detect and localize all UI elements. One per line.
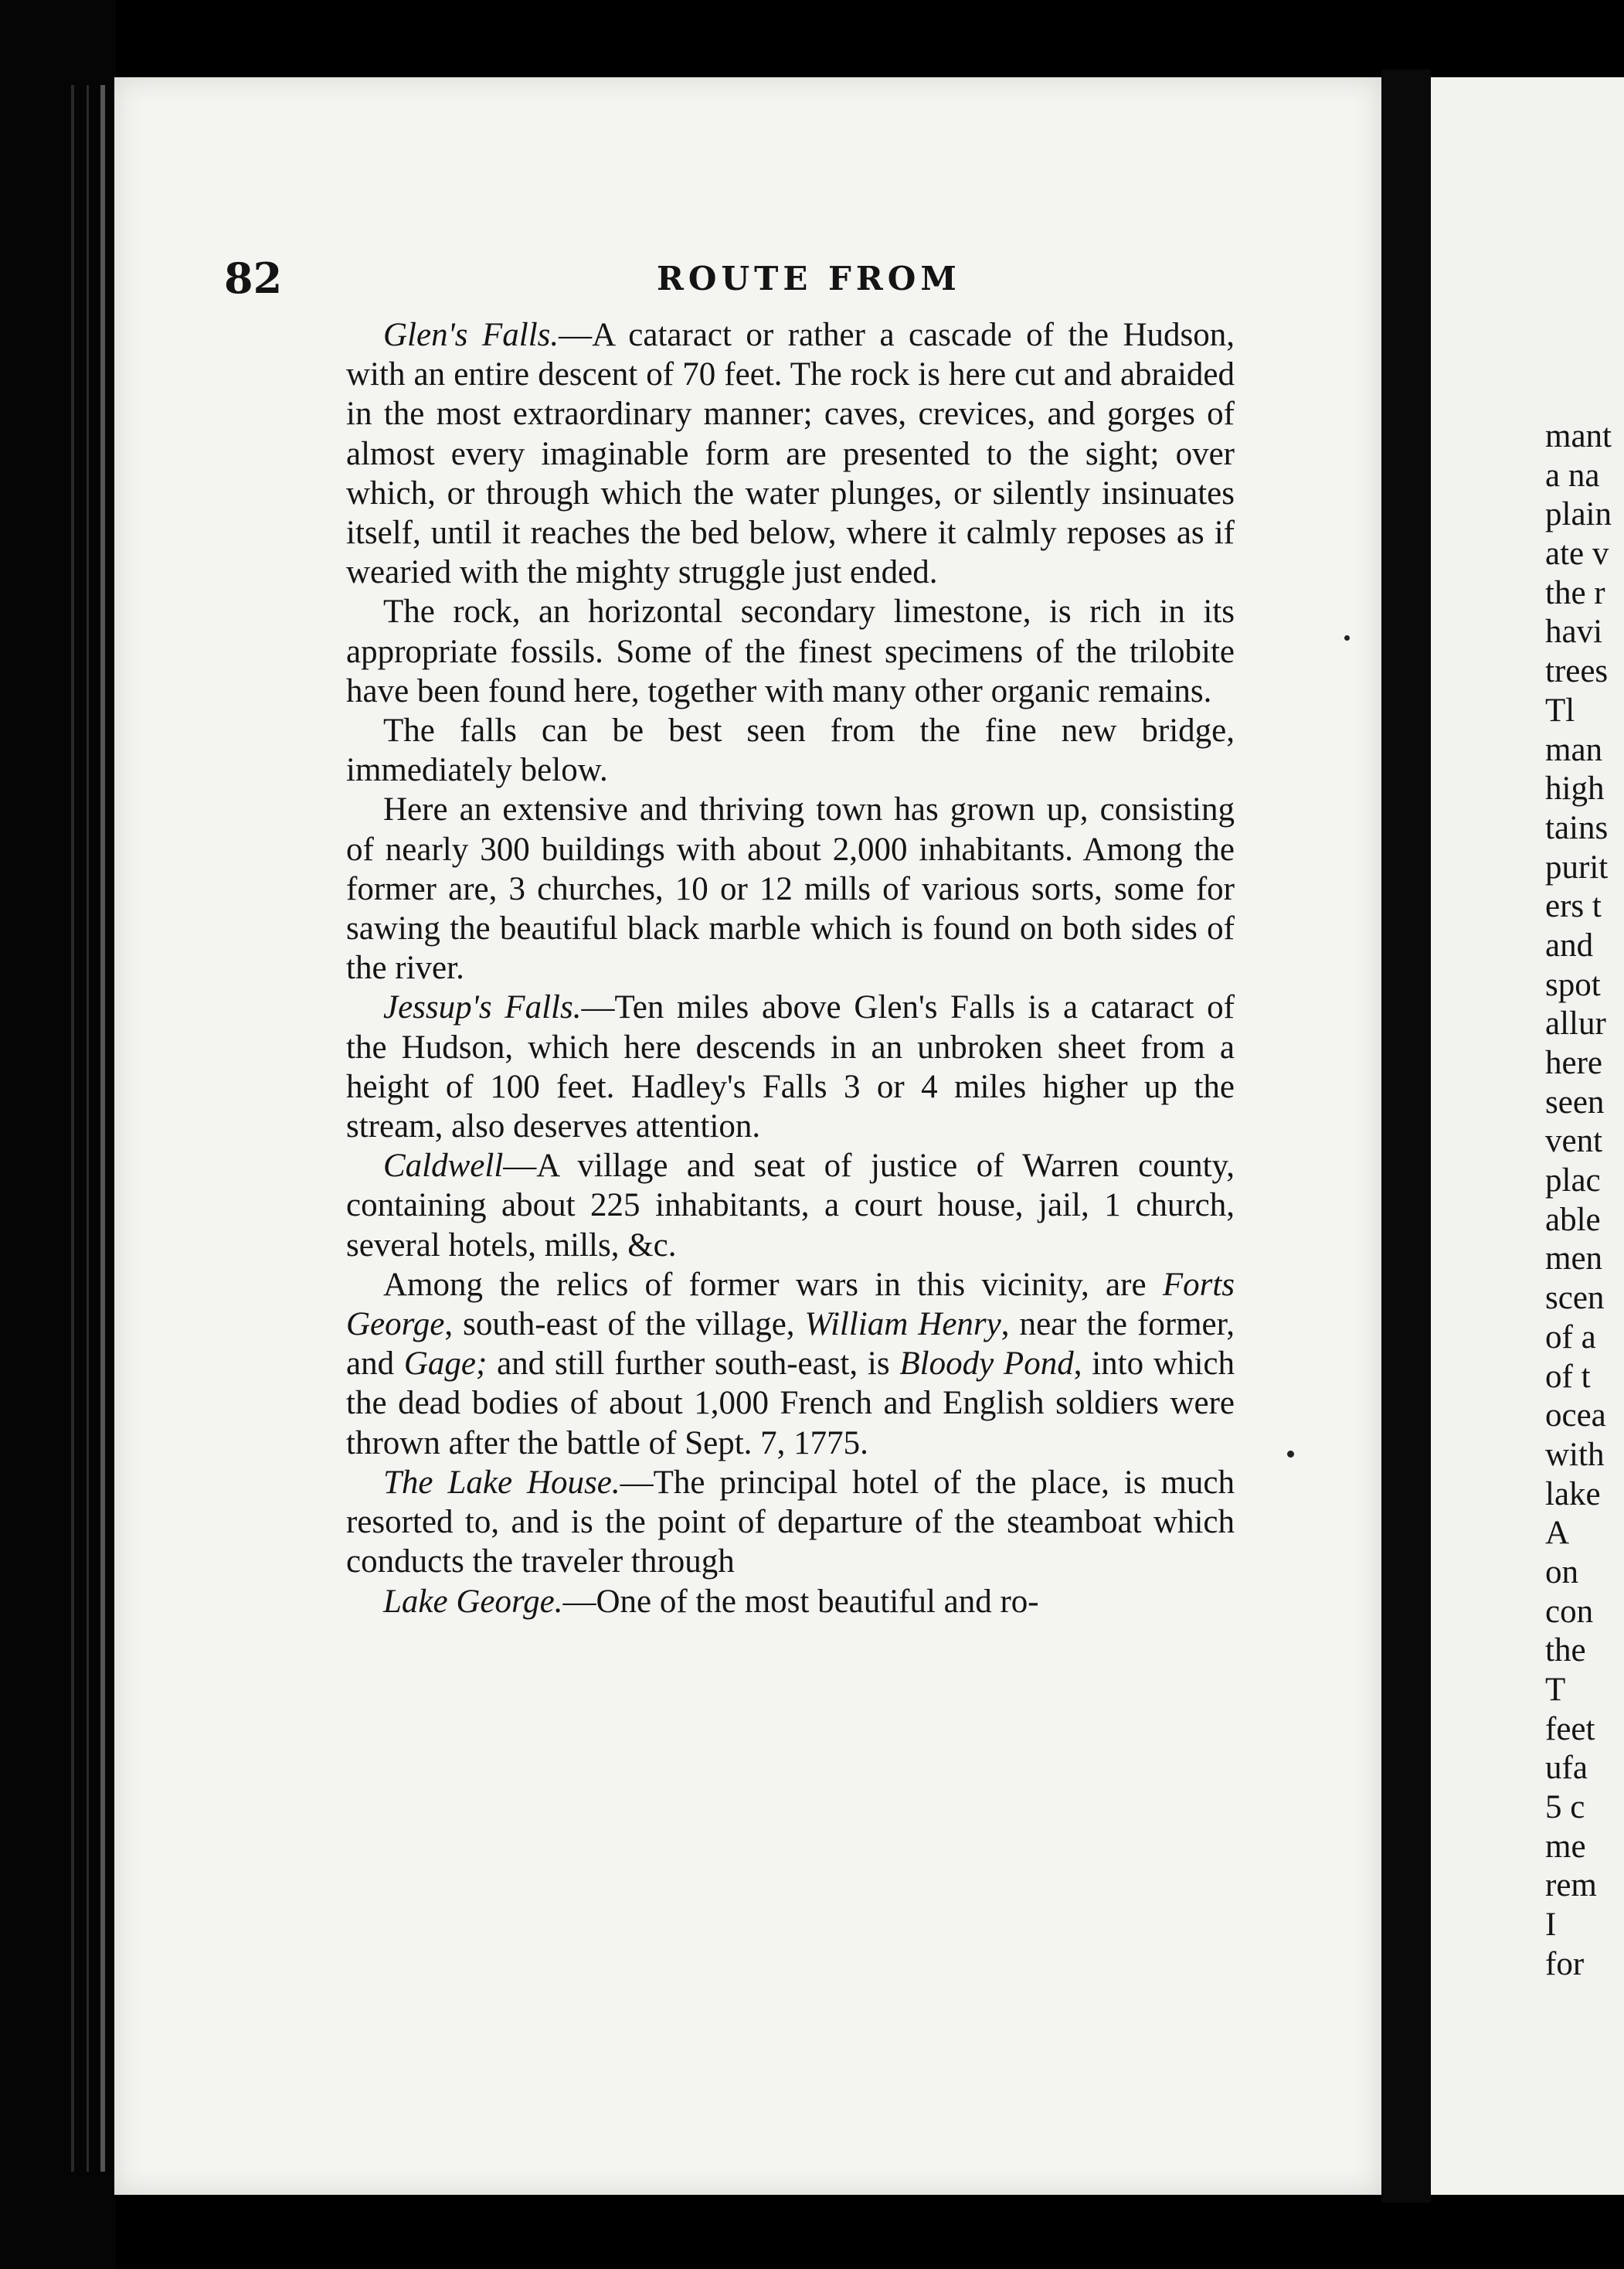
- facing-page-line: able: [1545, 1201, 1601, 1238]
- paragraph-text: —Ten miles above Glen's Falls is a cataract of the Hudson, which here descends in an unbroken sheet from a height of 100 feet. Hadley's Falls 3 or 4 miles higher up the stream, also deserves attention.: [346, 989, 1235, 1145]
- facing-page-line: for: [1545, 1945, 1585, 1982]
- relics-place: William Henry: [804, 1306, 1001, 1343]
- paragraph-lake-george: [346, 1582, 1235, 1621]
- gutter-line: [87, 85, 89, 2172]
- paragraph-caldwell: [346, 1146, 1235, 1265]
- paragraph-lead: Caldwell: [383, 1148, 504, 1185]
- facing-page-line: purit: [1545, 849, 1609, 886]
- facing-page-line: with: [1545, 1436, 1605, 1473]
- paragraph-rock: [346, 592, 1235, 711]
- facing-page-line: rem: [1545, 1867, 1597, 1904]
- facing-page-line: of t: [1545, 1358, 1591, 1395]
- running-title: ROUTE FROM: [657, 260, 961, 298]
- facing-page-line: vent: [1545, 1123, 1603, 1160]
- facing-page-line: lake: [1545, 1475, 1601, 1512]
- paragraph-lead: Lake George.: [383, 1583, 563, 1620]
- paragraph-lead: Glen's Falls.: [383, 317, 559, 353]
- relics-place: Bloody Pond: [899, 1345, 1074, 1383]
- facing-page-line: high: [1545, 771, 1605, 808]
- facing-page-line: man: [1545, 731, 1603, 768]
- facing-page-line: plac: [1545, 1162, 1601, 1199]
- relics-text: Among the relics of former wars in this vicinity, are: [383, 1266, 1163, 1303]
- facing-page-line: T: [1545, 1672, 1566, 1708]
- facing-page-line: I: [1545, 1907, 1557, 1944]
- facing-page-line: ers t: [1545, 888, 1602, 925]
- facing-page-line: here: [1545, 1045, 1602, 1081]
- paragraph-glens-falls: [346, 315, 1235, 592]
- binding-gutter: [0, 0, 116, 2269]
- gutter-line: [71, 85, 74, 2172]
- facing-page-line: the: [1545, 1632, 1586, 1669]
- paragraph-text: —One of the most beautiful and ro-: [562, 1583, 1039, 1620]
- paragraph-town: [346, 790, 1235, 988]
- facing-page-line: con: [1545, 1593, 1594, 1630]
- facing-page-line: ate v: [1545, 536, 1609, 573]
- paragraph-text: —The principal hotel of the place, is much resorted to, and is the point of departure of the steamboat which conducts the traveler through: [346, 1464, 1235, 1580]
- facing-page: [1431, 77, 1624, 2195]
- gutter-line: [100, 85, 105, 2172]
- facing-page-text: [1545, 417, 1624, 1985]
- running-head: [224, 253, 1306, 308]
- facing-page-line: the r: [1545, 574, 1605, 611]
- facing-page-line: A: [1545, 1515, 1570, 1552]
- facing-page-line: spot: [1545, 966, 1601, 1003]
- facing-page-line: trees: [1545, 653, 1609, 690]
- paragraph-text: The falls can be best seen from the fine new bridge, immediately below.: [346, 713, 1235, 789]
- facing-page-line: scen: [1545, 1280, 1605, 1317]
- paragraph-falls-view: [346, 711, 1235, 790]
- relics-text: and still further south-east, is: [487, 1345, 900, 1383]
- facing-page-line: me: [1545, 1828, 1586, 1865]
- relics-place: Forts George: [346, 1266, 1235, 1343]
- page-number: 82: [224, 253, 283, 303]
- paragraph-text: Here an extensive and thriving town has grown up, consisting of nearly 300 buildings with about 2,000 inhabitants. Among the former are, 3 churches, 10 or 12 mills of various sorts, some for sawing the beautiful black marble which is found on both sides of the river.: [346, 791, 1235, 987]
- facing-page-line: men: [1545, 1240, 1603, 1277]
- facing-page-line: ocea: [1545, 1397, 1606, 1434]
- paragraph-lead: The Lake House.: [383, 1464, 620, 1501]
- facing-page-line: Tl: [1545, 692, 1575, 729]
- relics-text: , into which the dead bodies of about 1,000 French and English soldiers were thrown after the battle of Sept. 7, 1775.: [346, 1345, 1235, 1461]
- facing-page-line: seen: [1545, 1083, 1605, 1121]
- paragraph-lake-house: [346, 1463, 1235, 1582]
- paragraph-jessups-falls: [346, 988, 1235, 1146]
- paragraph-text: —A cataract or rather a cascade of the Hudson, with an entire descent of 70 feet. The rock is here cut and abraided in the most extraordinary manner; caves, crevices, and gorges of almost every imaginable form are presented to the sight; over which, or through which the water plunges, or silently insinuates itself, until it reaches the bed below, where it calmly reposes as if wearied with the mighty struggle just ended.: [346, 317, 1235, 591]
- relics-place: Gage;: [403, 1345, 488, 1383]
- relics-text: , south-east of the village,: [444, 1306, 805, 1343]
- facing-page-line: on: [1545, 1553, 1578, 1590]
- paragraph-text: —A village and seat of justice of Warren county, containing about 225 inhabitants, a court house, jail, 1 church, several hotels, mills, &c.: [346, 1148, 1235, 1264]
- ink-speck: [1344, 635, 1350, 641]
- facing-page-line: tains: [1545, 809, 1609, 846]
- relics-text: , near the former, and: [346, 1306, 1235, 1383]
- facing-page-line: 5 c: [1545, 1789, 1585, 1826]
- facing-page-line: mant: [1545, 418, 1612, 454]
- facing-page-line: havi: [1545, 614, 1603, 651]
- paragraph-relics: [346, 1265, 1235, 1463]
- ink-speck: [1287, 1451, 1294, 1458]
- facing-page-line: plain: [1545, 496, 1612, 533]
- facing-page-line: a na: [1545, 457, 1600, 494]
- facing-page-line: feet: [1545, 1710, 1595, 1747]
- facing-page-line: and: [1545, 927, 1594, 964]
- paragraph-text: The rock, an horizontal secondary limestone, is rich in its appropriate fossils. Some of the finest specimens of the trilobite have been found here, together with many other organic remains.: [346, 594, 1235, 709]
- facing-page-line: of a: [1545, 1318, 1596, 1356]
- page-spine-shadow: [1381, 70, 1431, 2203]
- body-text: [346, 315, 1235, 1621]
- paragraph-lead: Jessup's Falls.: [383, 989, 582, 1026]
- facing-page-line: ufa: [1545, 1750, 1588, 1787]
- facing-page-line: allur: [1545, 1005, 1606, 1043]
